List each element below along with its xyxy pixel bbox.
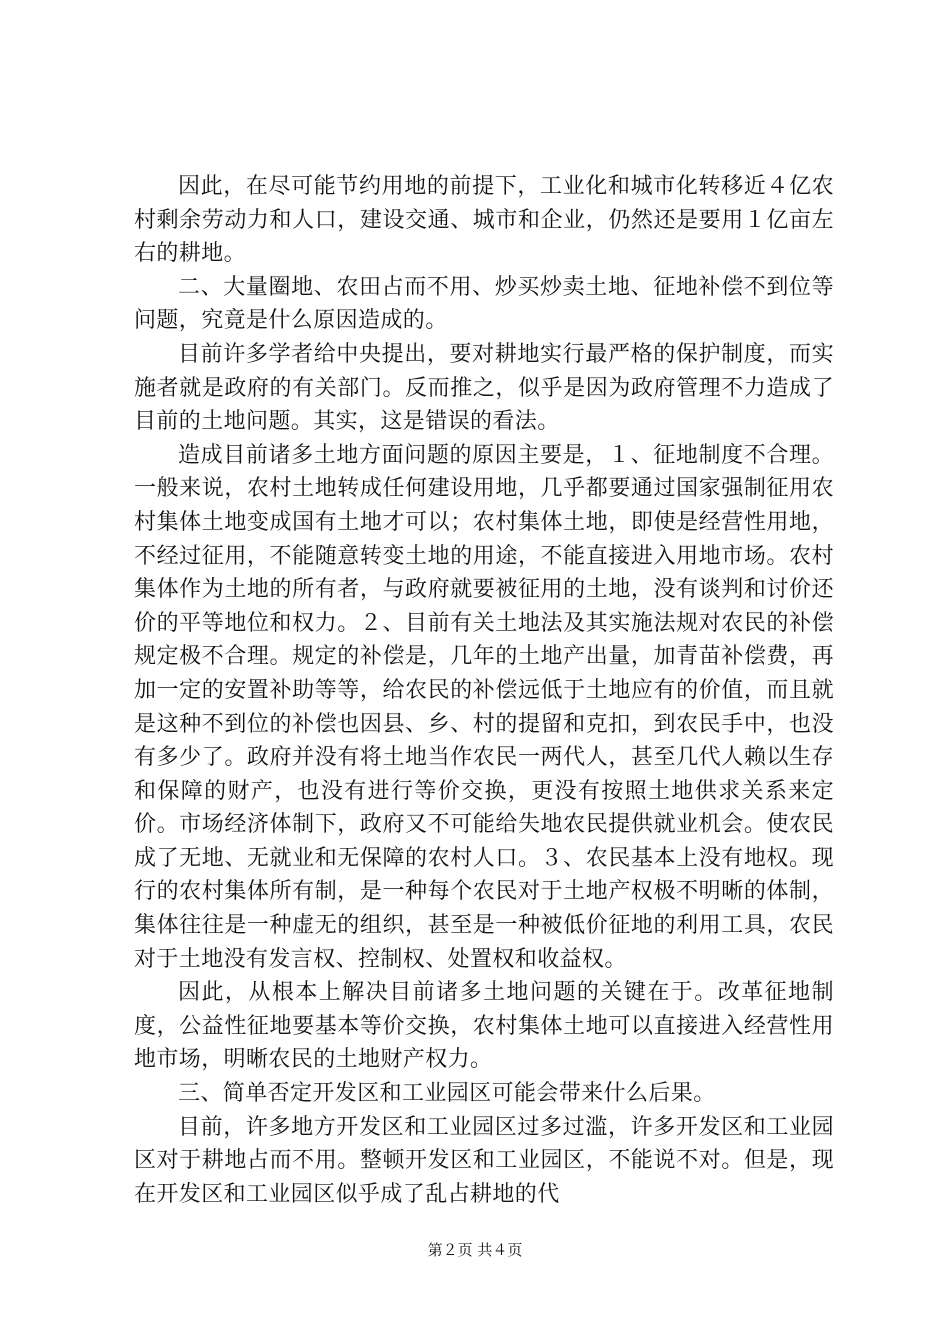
paragraph-4: 因此，从根本上解决目前诸多土地问题的关键在于。改革征地制度，公益性征地要基本等价交换，农村集体土地可以直接进入经营性用地市场，明晰农民的土地财产权力。 xyxy=(134,980,834,1073)
page-footer: 第２页 共４页 xyxy=(427,1241,523,1259)
heading-section-2: 二、大量圈地、农田占而不用、炒买炒卖土地、征地补偿不到位等问题，究竟是什么原因造成的。 xyxy=(134,274,834,334)
paragraph-3: 造成目前诸多土地方面问题的原因主要是，１、征地制度不合理。一般来说，农村土地转成任何建设用地，几乎都要通过国家强制征用农村集体土地变成国有土地才可以；农村集体土地，即使是经营性用地，不经过征用，不能随意转变土地的用途，不能直接进入用地市场。农村集体作为土地的所有者，与政府就要被征用的土地，没有谈判和讨价还价的平等地位和权力。２、目前有关土地法及其实施法规对农民的补偿规定极不合理。规定的补偿是，几年的土地产出量，加青苗补偿费，再加一定的安置补助等等，给农民的补偿远低于土地应有的价值，而且就是这种不到位的补偿也因县、乡、村的提留和克扣，到农民手中，也没有多少了。政府并没有将土地当作农民一两代人，甚至几代人赖以生存和保障的财产，也没有进行等价交换，更没有按照土地供求关系来定价。市场经济体制下，政府又不可能给失地农民提供就业机会。使农民成了无地、无就业和无保障的农村人口。３、农民基本上没有地权。现行的农村集体所有制，是一种每个农民对于土地产权极不明晰的体制，集体往往是一种虚无的组织，甚至是一种被低价征地的利用工具，农民对于土地没有发言权、控制权、处置权和收益权。 xyxy=(134,442,834,972)
document-body xyxy=(134,170,834,1211)
paragraph-5: 目前，许多地方开发区和工业园区过多过滥，许多开发区和工业园区对于耕地占而不用。整顿开发区和工业园区，不能说不对。但是，现在开发区和工业园区似乎成了乱占耕地的代 xyxy=(134,1114,834,1207)
paragraph-2: 目前许多学者给中央提出，要对耕地实行最严格的保护制度，而实施者就是政府的有关部门。反而推之，似乎是因为政府管理不力造成了目前的土地问题。其实，这是错误的看法。 xyxy=(134,341,834,435)
paragraph-1: 因此，在尽可能节约用地的前提下，工业化和城市化转移近４亿农村剩余劳动力和人口，建设交通、城市和企业，仍然还是要用１亿亩左右的耕地。 xyxy=(134,174,834,267)
heading-section-3: 三、简单否定开发区和工业园区可能会带来什么后果。 xyxy=(178,1081,716,1107)
